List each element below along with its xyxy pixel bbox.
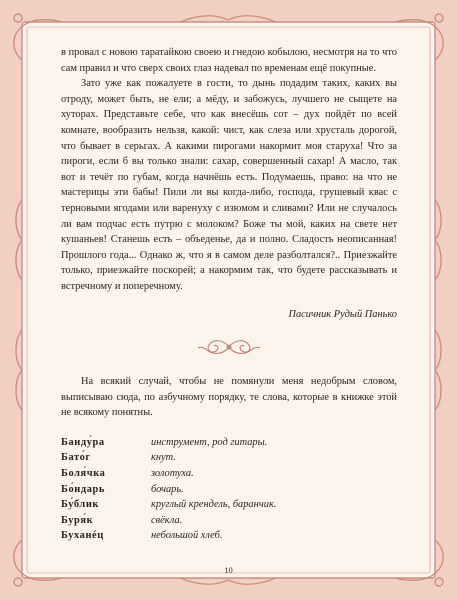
page-number: 10 [224, 565, 233, 575]
glossary-term: Боля́чка [61, 468, 106, 480]
glossary-term: Банду́ра [61, 436, 105, 448]
glossary-definition: небольшой хлеб. [151, 530, 223, 542]
glossary-term: Бато́г [61, 452, 91, 464]
glossary-list [61, 435, 397, 544]
glossary-row [61, 466, 397, 482]
glossary-definition: круглый крендель, баранчик. [151, 499, 277, 511]
glossary-intro: На всякий случай, чтобы не помянули меня недобрым словом, выписываю сюда, по азбучному порядку, те слова, которые в книжке этой не всякому понятны. [61, 376, 397, 419]
glossary-row [61, 513, 397, 529]
glossary-term: Бу́блик [61, 499, 100, 511]
glossary-term: Буря́к [61, 514, 94, 526]
glossary-term: Буханéц [61, 530, 104, 542]
paragraph-continued: в провал с новою таратайкою своею и гнедою кобылою, несмотря на то что сам правил и что сверх своих глаз надевал по временам ещё покупные. [61, 47, 397, 74]
author-signature: Пасичник Рудый Панько [288, 308, 397, 320]
glossary-row [61, 482, 397, 498]
paragraph-invitation: Зато уже как пожалуете в гости, то дынь подадим таких, каких вы отроду, может быть, не ели; а мёду, и забожусь, лучшего не сыщете на хуторах. Представьте себе, что как внесёшь сот – дух пойдёт по всей комнате, вообразить нельзя, какой: чист, как слеза или хрусталь дорогой, что бывает в серьгах. А какими пирогами накормит моя старуха! Что за пироги, если б вы только знали: сахар, совершенный сахар! А масло, так вот и течёт по губам, когда начнёшь есть. Подумаешь, право: на что не мастерицы эти бабы! Пили ли вы когда-либо, господа, грушевый квас с терновыми ягодами или варенуху с изюмом и сливами? Или не случалось ли вам подчас есть путрю с молоком? Боже ты мой, каких на свете нет кушаньев! Станешь есть – объеденье, да и полно. Сладость неописанная! Прошлого года... Однако ж, что я в самом деле разболтался?.. Приезжайте только, приезжайте поскорей; а накормим так, что будете рассказывать и встречному и поперечному. [61, 78, 397, 292]
page-content [61, 45, 397, 544]
glossary-definition: кнут. [151, 452, 176, 464]
glossary-definition: инструмент, род гитары. [151, 436, 268, 448]
glossary-row [61, 497, 397, 513]
ornament-divider [197, 336, 261, 358]
glossary-row [61, 435, 397, 451]
glossary-definition: бочарь. [151, 483, 184, 495]
glossary-row [61, 450, 397, 466]
glossary-row [61, 528, 397, 544]
glossary-definition: золотуха. [151, 468, 194, 480]
glossary-definition: свёкла. [151, 514, 183, 526]
glossary-term: Бо́ндарь [61, 483, 105, 495]
